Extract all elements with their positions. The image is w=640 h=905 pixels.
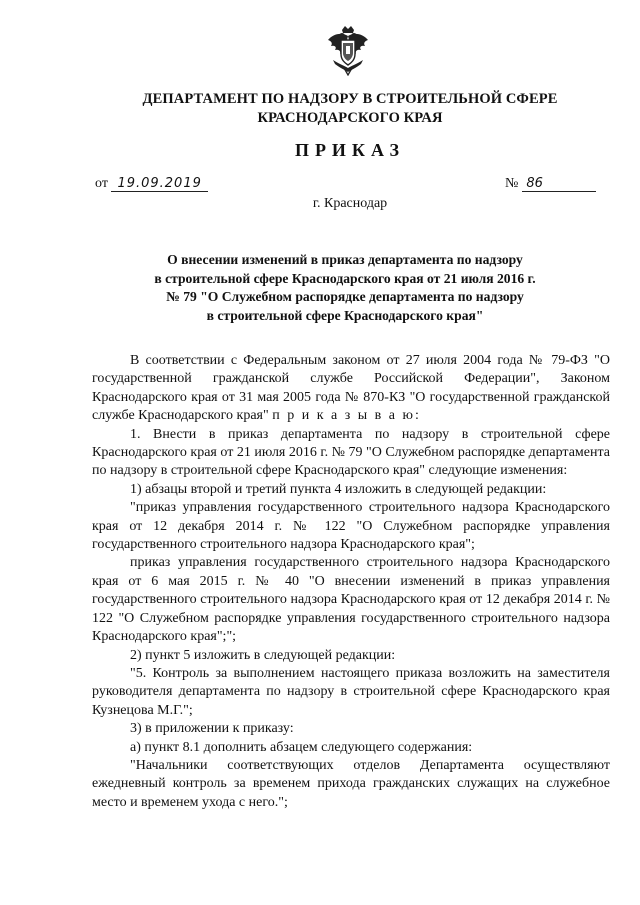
paragraph-item-1-1: 1) абзацы второй и третий пункта 4 изложить в следующей редакции: <box>130 481 547 497</box>
preamble-text: В соответствии с Федеральным законом от 27 июля 2004 года № 79-ФЗ "О государственной гражданской службе Российской Федерации", Законом Краснодарского края от 31 мая 2005 года № 870-КЗ "О государственной гражданской службе Краснодарского края" <box>92 353 610 424</box>
date-value: 19.09.2019 <box>111 176 207 192</box>
order-date <box>95 176 208 192</box>
order-number <box>505 176 596 192</box>
coat-of-arms-icon <box>325 24 371 76</box>
organization-name-line1: ДЕПАРТАМЕНТ ПО НАДЗОРУ В СТРОИТЕЛЬНОЙ СФЕРЕ <box>142 91 558 107</box>
city: г. Краснодар <box>312 196 388 211</box>
date-prefix: от <box>95 176 108 191</box>
subject-line1: О внесении изменений в приказ департамента по надзору <box>167 252 523 267</box>
subject-line3: № 79 "О Служебном распорядке департамента по надзору <box>166 289 524 304</box>
paragraph-quote-1: "приказ управления государственного строительного надзора Краснодарского края от 12 декабря 2014 г. № 122 "О Служебном распорядке управления государственного строительного надзора Краснодарского края"; <box>92 500 610 553</box>
paragraph-quote-2: приказ управления государственного строительного надзора Краснодарского края от 6 мая 2015 г. № 40 "О внесении изменений в приказ управления государственного строительного надзора Краснодарского края от 12 декабря 2014 г. № 122 "О Служебном распорядке управления государственного строительного надзора Краснодарского края";"; <box>92 555 610 645</box>
organization-name <box>60 90 640 128</box>
subject-line4: в строительной сфере Краснодарского края" <box>206 307 484 323</box>
paragraph-item-1: 1. Внести в приказ департамента по надзору в строительной сфере Краснодарского края от 21 июля 2016 г. № 79 "О Служебном распорядке департамента по надзору в строительной сфере Краснодарского края" следующие изменения: <box>92 426 610 479</box>
order-title: ПРИКАЗ <box>294 140 406 160</box>
order-subject <box>110 251 580 325</box>
organization-name-line2: КРАСНОДАРСКОГО КРАЯ <box>257 110 443 126</box>
subject-line2: в строительной сфере Краснодарского края от 21 июля 2016 г. <box>154 270 536 286</box>
number-value: 86 <box>522 176 596 192</box>
paragraph-item-1-3: 3) в приложении к приказу: <box>130 721 294 737</box>
order-action: п р и к а з ы в а ю: <box>272 408 421 424</box>
order-body <box>92 352 610 812</box>
paragraph-quote-3: "5. Контроль за выполнением настоящего приказа возложить на заместителя руководителя департамента по надзору в строительной сфере Краснодарского края Кузнецова М.Г."; <box>92 665 610 718</box>
paragraph-quote-4: "Начальники соответствующих отделов Департамента осуществляют ежедневный контроль за временем прихода гражданских служащих на служебное место и временем ухода с него."; <box>92 757 610 810</box>
number-prefix: № <box>505 176 519 191</box>
paragraph-preamble <box>92 352 610 426</box>
paragraph-item-1-2: 2) пункт 5 изложить в следующей редакции: <box>130 647 396 663</box>
paragraph-item-1-3-a: а) пункт 8.1 дополнить абзацем следующего содержания: <box>130 739 473 755</box>
